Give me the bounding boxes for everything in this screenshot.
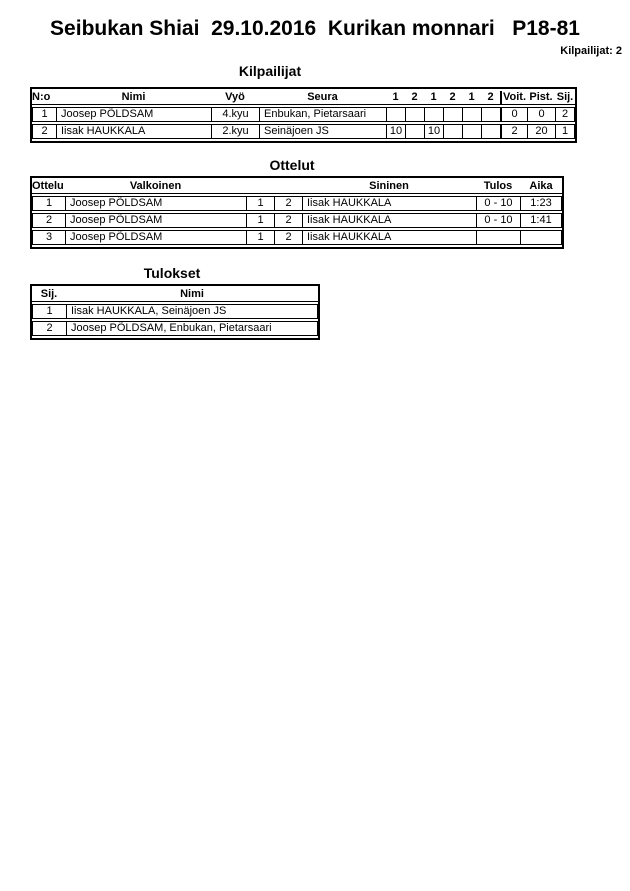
cell-white-player: Joosep PÕLDSAM: [65, 196, 246, 211]
cell-rank: 2: [32, 321, 66, 336]
table-header-row: [32, 91, 575, 105]
col-header: [246, 180, 274, 194]
cell-white-player: Joosep PÕLDSAM: [65, 230, 246, 245]
cell-blue-player: Iisak HAUKKALA: [302, 230, 476, 245]
cell-competitor: Iisak HAUKKALA, Seinäjoen JS: [66, 304, 318, 319]
col-header: 1: [424, 91, 443, 105]
cell-result: [476, 230, 520, 245]
cell-white-number: 1: [246, 230, 274, 245]
cell-blue-player: Iisak HAUKKALA: [302, 196, 476, 211]
cell-time: 1:41: [520, 213, 562, 228]
cell-vyo: 2.kyu: [211, 124, 259, 139]
cell-sij: 2: [555, 107, 575, 122]
cell-match-no: 1: [32, 196, 65, 211]
cell-result: 0 - 10: [476, 213, 520, 228]
col-header: Sij.: [32, 288, 66, 302]
col-header: Valkoinen: [65, 180, 246, 194]
cell-blue-number: 2: [274, 230, 302, 245]
table-row: [32, 107, 575, 122]
col-header: Vyö: [211, 91, 259, 105]
cell-rank: 1: [32, 304, 66, 319]
col-header: 1: [386, 91, 405, 105]
cell-match-no: 2: [32, 213, 65, 228]
cell-blue-player: Iisak HAUKKALA: [302, 213, 476, 228]
col-header: 2: [481, 91, 500, 105]
cell-no: 2: [32, 124, 56, 139]
cell-time: 1:23: [520, 196, 562, 211]
cell-score: [481, 124, 500, 139]
cell-score: [405, 107, 424, 122]
page-title: Seibukan Shiai 29.10.2016 Kurikan monnari P18-81: [50, 17, 580, 40]
competitor-count-label: Kilpailijat: 2: [560, 45, 622, 57]
col-header: Ottelu: [32, 180, 64, 192]
cell-blue-number: 2: [274, 213, 302, 228]
cell-voit: 0: [500, 107, 527, 122]
col-header: Nimi: [56, 91, 211, 105]
cell-vyo: 4.kyu: [211, 107, 259, 122]
cell-voit: 2: [500, 124, 527, 139]
cell-seura: Seinäjoen JS: [259, 124, 386, 139]
cell-result: 0 - 10: [476, 196, 520, 211]
cell-pist: 20: [527, 124, 555, 139]
cell-score: [424, 107, 443, 122]
table-row: [32, 196, 562, 211]
col-header: Seura: [259, 91, 386, 105]
cell-seura: Enbukan, Pietarsaari: [259, 107, 386, 122]
cell-score: [462, 107, 481, 122]
cell-competitor: Joosep PÕLDSAM, Enbukan, Pietarsaari: [66, 321, 318, 336]
col-header: Sininen: [302, 180, 476, 194]
table-row: [32, 213, 562, 228]
cell-time: [520, 230, 562, 245]
cell-score: [443, 107, 462, 122]
cell-score: [481, 107, 500, 122]
col-header: 2: [443, 91, 462, 105]
col-header: Pist.: [527, 91, 555, 105]
table-row: [32, 124, 575, 139]
col-header: Tulos: [476, 180, 520, 194]
cell-score: [462, 124, 481, 139]
table-header-row: [32, 288, 318, 302]
col-header: Aika: [520, 180, 562, 194]
tulokset-heading: Tulokset: [143, 265, 201, 281]
cell-nimi: Joosep PÕLDSAM: [56, 107, 211, 122]
cell-score: 10: [386, 124, 405, 139]
cell-sij: 1: [555, 124, 575, 139]
cell-white-number: 1: [246, 213, 274, 228]
cell-white-number: 1: [246, 196, 274, 211]
tulokset-table: [30, 284, 320, 340]
kilpailijat-table: [30, 87, 577, 143]
cell-nimi: Iisak HAUKKALA: [56, 124, 211, 139]
cell-white-player: Joosep PÕLDSAM: [65, 213, 246, 228]
col-header: Sij.: [556, 91, 574, 103]
cell-match-no: 3: [32, 230, 65, 245]
col-header: [274, 180, 302, 194]
col-header: 2: [405, 91, 424, 105]
table-row: [32, 304, 318, 319]
table-row: [32, 230, 562, 245]
col-header: N:o: [32, 91, 56, 105]
col-header: Voit.: [500, 91, 527, 105]
ottelut-table: [30, 176, 564, 249]
cell-score: [386, 107, 405, 122]
kilpailijat-heading: Kilpailijat: [238, 63, 302, 79]
table-row: [32, 321, 318, 336]
ottelut-heading: Ottelut: [269, 157, 315, 173]
cell-pist: 0: [527, 107, 555, 122]
cell-no: 1: [32, 107, 56, 122]
cell-blue-number: 2: [274, 196, 302, 211]
col-header: 1: [462, 91, 481, 105]
col-header: Nimi: [66, 288, 318, 302]
table-header-row: [32, 180, 562, 194]
cell-score: 10: [424, 124, 443, 139]
cell-score: [405, 124, 424, 139]
cell-score: [443, 124, 462, 139]
